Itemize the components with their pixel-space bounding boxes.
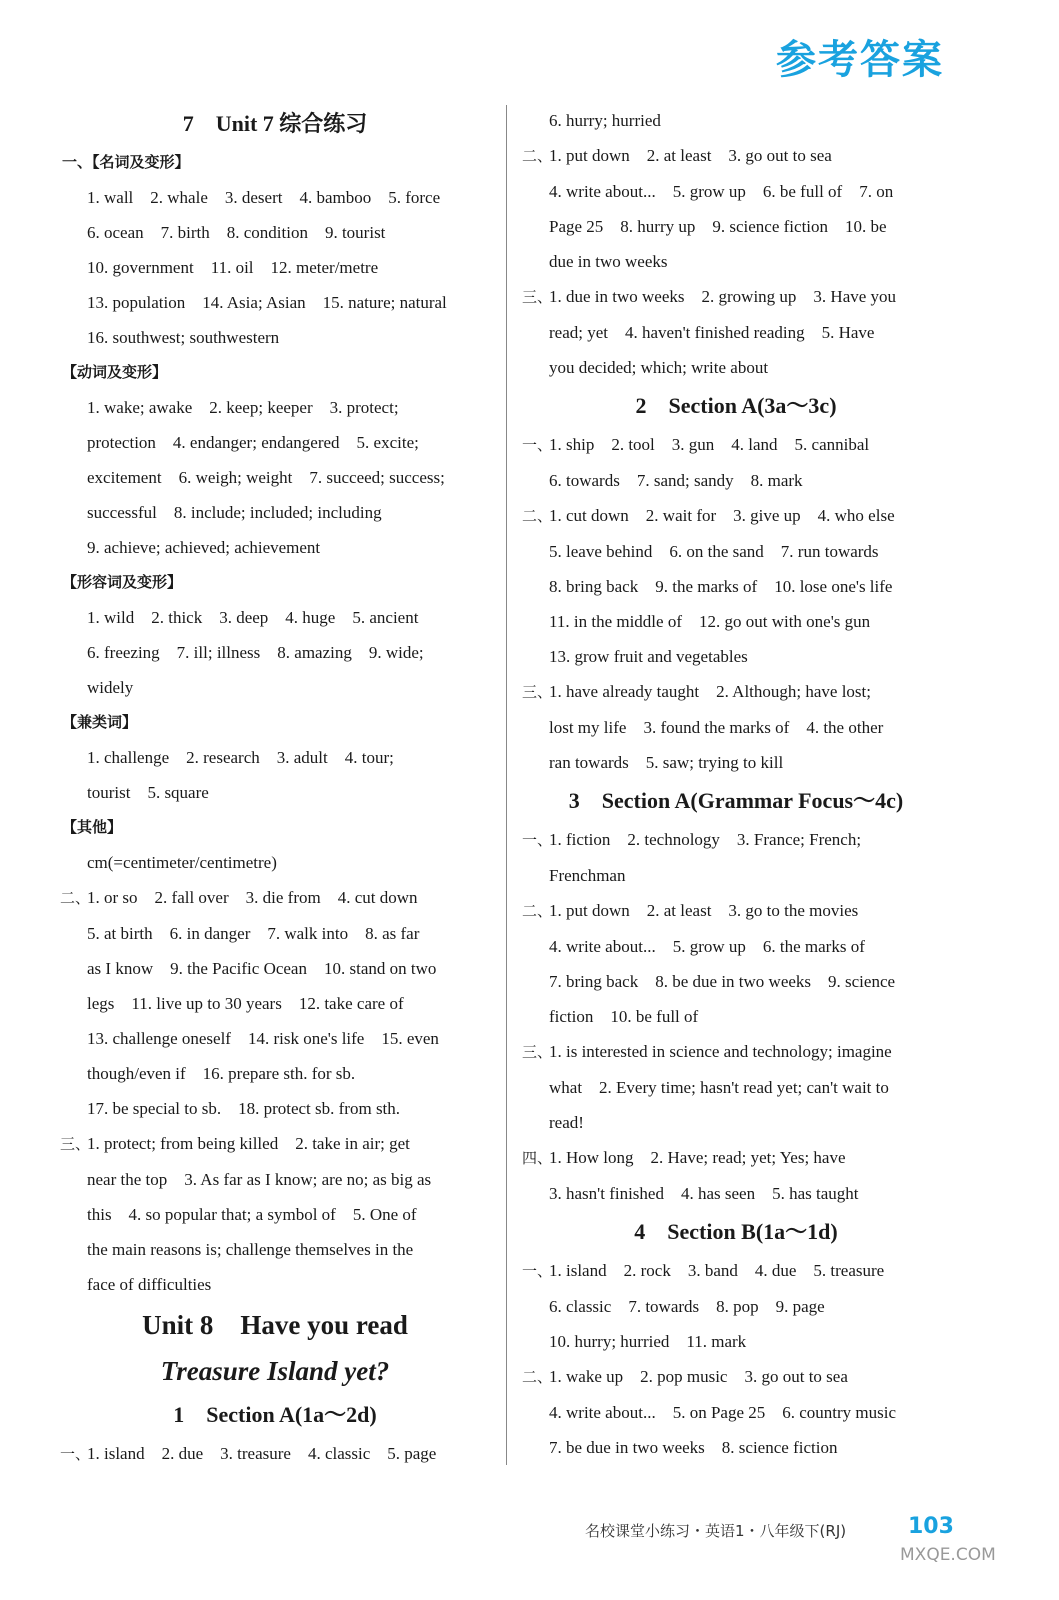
answer-line: read; yet 4. haven't finished reading 5. Have [549, 323, 875, 342]
answer-line: 7. bring back 8. be due in two weeks 9. science [549, 972, 896, 991]
answer-line: 13. population 14. Asia; Asian 15. nature; natural [87, 293, 447, 312]
answer-line: 13. grow fruit and vegetables [549, 647, 748, 666]
answer-line: 3. hasn't finished 4. has seen 5. has taught [549, 1184, 859, 1203]
answer-line [522, 279, 950, 315]
answer-line: face of difficulties [87, 1275, 212, 1294]
answer-line: 1. challenge 2. research 3. adult 4. tour; [87, 748, 394, 767]
question-part-label: 三、 [522, 683, 553, 701]
answer-line: 6. towards 7. sand; sandy 8. mark [549, 471, 803, 490]
question-part-label: 一、 [522, 831, 553, 849]
category-label: 【兼类词】 [62, 713, 138, 731]
answer-line: Page 25 8. hurry up 9. science fiction 10. be [549, 217, 887, 236]
answer-line: 11. in the middle of 12. go out with one's gun [549, 612, 871, 631]
watermark: MXQE.COM [900, 1545, 996, 1565]
answer-line: excitement 6. weigh; weight 7. succeed; success; [87, 468, 445, 487]
answer-line [60, 1436, 490, 1463]
answer-text: 1. wake up 2. pop music 3. go out to sea [549, 1367, 848, 1386]
answer-text: 1. is interested in science and technology; imagine [549, 1042, 892, 1061]
answer-line: 5. at birth 6. in danger 7. walk into 8. as far [87, 924, 420, 943]
page-header-title: 参考答案 [776, 37, 944, 83]
answer-line: 4. write about... 5. grow up 6. the marks of [549, 937, 865, 956]
section-heading: 1 Section A(1a～2d) [173, 1402, 377, 1427]
question-part-label: 一、 [522, 436, 553, 454]
footer-book-title: 名校课堂小练习・英语1・八年级下(RJ) [585, 1522, 847, 1540]
question-part-label: 二、 [60, 889, 91, 907]
answer-text: 1. ship 2. tool 3. gun 4. land 5. cannibal [549, 435, 870, 454]
answer-line: 10. hurry; hurried 11. mark [549, 1332, 747, 1351]
answer-line: 7. be due in two weeks 8. science fiction [549, 1438, 838, 1457]
category-label: 一、【名词及变形】 [62, 153, 190, 171]
answer-line [522, 1359, 950, 1395]
answer-line [522, 498, 950, 534]
column-divider [506, 105, 507, 1465]
answer-line [60, 880, 490, 916]
answer-line: 1. wall 2. whale 3. desert 4. bamboo 5. force [87, 188, 441, 207]
answer-line: 16. southwest; southwestern [87, 328, 280, 347]
answer-line: 4. write about... 5. on Page 25 6. country music [549, 1403, 897, 1422]
answer-line: the main reasons is; challenge themselves in the [87, 1240, 414, 1259]
answer-text: 1. due in two weeks 2. growing up 3. Have you [549, 287, 897, 306]
answer-text: 1. How long 2. Have; read; yet; Yes; have [549, 1148, 846, 1167]
answer-line [60, 1126, 490, 1162]
answer-line: this 4. so popular that; a symbol of 5. One of [87, 1205, 417, 1224]
answer-text: 1. put down 2. at least 3. go to the movies [549, 901, 859, 920]
answer-line: 17. be special to sb. 18. protect sb. from sth. [87, 1099, 401, 1118]
answer-line: 4. write about... 5. grow up 6. be full of 7. on [549, 182, 894, 201]
right-column [522, 103, 950, 1463]
question-part-label: 三、 [60, 1135, 91, 1153]
answer-line: you decided; which; write about [549, 358, 769, 377]
answer-text: 1. put down 2. at least 3. go out to sea [549, 146, 832, 165]
answer-line: what 2. Every time; hasn't read yet; can't wait to [549, 1078, 889, 1097]
answer-line: read! [549, 1113, 584, 1132]
answer-line: 6. hurry; hurried [549, 111, 661, 130]
answer-text: 1. have already taught 2. Although; have lost; [549, 682, 871, 701]
answer-text: 1. island 2. due 3. treasure 4. classic 5. page [87, 1444, 437, 1463]
section-heading: 7 Unit 7 综合练习 [182, 111, 368, 136]
question-part-label: 二、 [522, 1368, 553, 1386]
category-label: 【动词及变形】 [62, 363, 168, 381]
answer-line [522, 1253, 950, 1289]
answer-line: protection 4. endanger; endangered 5. excite; [87, 433, 419, 452]
answer-text: 1. protect; from being killed 2. take in air; get [87, 1134, 410, 1153]
question-part-label: 一、 [60, 1445, 91, 1463]
answer-line: cm(=centimeter/centimetre) [87, 853, 277, 872]
question-part-label: 二、 [522, 902, 553, 920]
answer-line: ran towards 5. saw; trying to kill [549, 753, 784, 772]
answer-text: 1. cut down 2. wait for 3. give up 4. who else [549, 506, 895, 525]
answer-line: 6. freezing 7. ill; illness 8. amazing 9. wide; [87, 643, 424, 662]
left-column [60, 103, 490, 1463]
answer-line: though/even if 16. prepare sth. for sb. [87, 1064, 356, 1083]
answer-text: 1. or so 2. fall over 3. die from 4. cut down [87, 888, 418, 907]
answer-line: tourist 5. square [87, 783, 209, 802]
answer-line [522, 893, 950, 929]
answer-line: widely [87, 678, 134, 697]
unit-title-book: Treasure Island yet? [160, 1356, 390, 1386]
question-part-label: 二、 [522, 507, 553, 525]
answer-line: successful 8. include; included; including [87, 503, 382, 522]
question-part-label: 三、 [522, 288, 553, 306]
answer-line: legs 11. live up to 30 years 12. take care of [87, 994, 404, 1013]
question-part-label: 三、 [522, 1043, 553, 1061]
answer-line: 5. leave behind 6. on the sand 7. run towards [549, 542, 879, 561]
answer-line [522, 822, 950, 858]
answer-line: near the top 3. As far as I know; are no; as big as [87, 1170, 432, 1189]
section-heading: 4 Section B(1a～1d) [634, 1219, 838, 1244]
page-number: 103 [908, 1514, 954, 1539]
unit-title: Unit 8 Have you read [142, 1310, 408, 1340]
answer-line [522, 138, 950, 174]
answer-line [522, 1140, 950, 1176]
answer-line: 9. achieve; achieved; achievement [87, 538, 321, 557]
answer-text: 1. fiction 2. technology 3. France; French; [549, 830, 862, 849]
answer-line: 13. challenge oneself 14. risk one's life 15. even [87, 1029, 439, 1048]
question-part-label: 四、 [522, 1149, 553, 1167]
answer-line: Frenchman [549, 866, 626, 885]
answer-line: 6. ocean 7. birth 8. condition 9. tourist [87, 223, 386, 242]
answer-line [522, 674, 950, 710]
answer-line: fiction 10. be full of [549, 1007, 699, 1026]
category-label: 【其他】 [62, 818, 123, 836]
category-label: 【形容词及变形】 [62, 573, 183, 591]
answer-line: as I know 9. the Pacific Ocean 10. stand on two [87, 959, 437, 978]
answer-line: 10. government 11. oil 12. meter/metre [87, 258, 379, 277]
question-part-label: 二、 [522, 147, 553, 165]
answer-text: 1. island 2. rock 3. band 4. due 5. treasure [549, 1261, 885, 1280]
answer-line [522, 1034, 950, 1070]
section-heading: 3 Section A(Grammar Focus～4c) [568, 788, 904, 813]
answer-line: due in two weeks [549, 252, 668, 271]
answer-line: 6. classic 7. towards 8. pop 9. page [549, 1297, 825, 1316]
question-part-label: 一、 [522, 1262, 553, 1280]
answer-line: 8. bring back 9. the marks of 10. lose one's life [549, 577, 893, 596]
answer-line: lost my life 3. found the marks of 4. the other [549, 718, 884, 737]
answer-line: 1. wake; awake 2. keep; keeper 3. protect; [87, 398, 399, 417]
section-heading: 2 Section A(3a～3c) [635, 393, 837, 418]
answer-line: 1. wild 2. thick 3. deep 4. huge 5. ancient [87, 608, 419, 627]
answer-line [522, 427, 950, 463]
